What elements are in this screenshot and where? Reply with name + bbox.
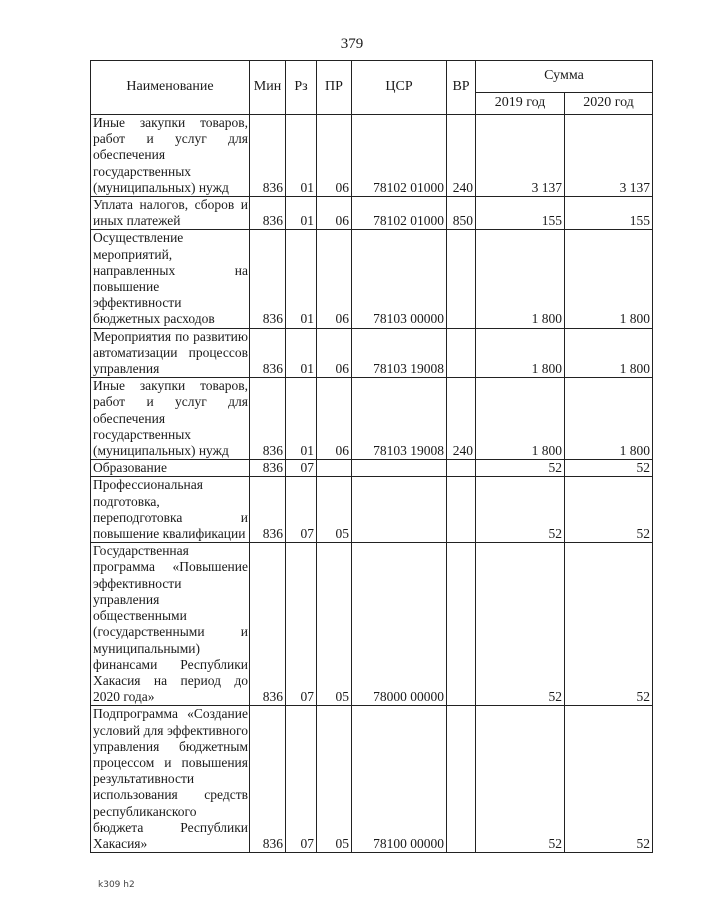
table-row (91, 115, 653, 197)
cell-pr: 05 (317, 706, 352, 853)
cell-name: Подпрограмма «Создание условий для эффективного управления бюджетным процессом и повышения результативности использования средств республиканского бюджета Республики Хакасия» (91, 706, 250, 853)
cell-csr: 78102 01000 (352, 197, 447, 230)
header-pr: ПР (317, 61, 352, 115)
cell-s2020: 52 (565, 477, 653, 543)
cell-min: 836 (250, 378, 286, 460)
cell-csr: 78103 19008 (352, 328, 447, 378)
cell-pr: 06 (317, 197, 352, 230)
cell-s2020: 52 (565, 460, 653, 477)
table-row (91, 328, 653, 378)
table-row (91, 230, 653, 328)
table-row (91, 378, 653, 460)
header-year-2019: 2019 год (476, 93, 565, 115)
cell-vr (447, 706, 476, 853)
cell-pr: 06 (317, 328, 352, 378)
table-row (91, 477, 653, 543)
cell-vr: 240 (447, 115, 476, 197)
cell-name: Государственная программа «Повышение эффективности управления общественными (государственными и муниципальными) финансами Республики Хакасия на период до 2020 года» (91, 543, 250, 706)
cell-csr (352, 460, 447, 477)
cell-rz: 07 (286, 477, 317, 543)
cell-pr: 06 (317, 230, 352, 328)
table-row (91, 706, 653, 853)
cell-min: 836 (250, 543, 286, 706)
table-row (91, 543, 653, 706)
cell-s2020: 1 800 (565, 378, 653, 460)
header-sum: Сумма (476, 61, 653, 93)
cell-min: 836 (250, 115, 286, 197)
cell-rz: 07 (286, 706, 317, 853)
cell-name: Профессиональная подготовка, переподготовка и повышение квалификации (91, 477, 250, 543)
cell-csr: 78000 00000 (352, 543, 447, 706)
cell-vr: 240 (447, 378, 476, 460)
cell-s2020: 1 800 (565, 230, 653, 328)
cell-csr: 78102 01000 (352, 115, 447, 197)
footer-code: k309 h2 (98, 880, 135, 890)
header-name: Наименование (91, 61, 250, 115)
cell-s2019: 3 137 (476, 115, 565, 197)
cell-s2019: 155 (476, 197, 565, 230)
cell-s2020: 52 (565, 706, 653, 853)
cell-rz: 01 (286, 328, 317, 378)
cell-min: 836 (250, 328, 286, 378)
cell-min: 836 (250, 477, 286, 543)
cell-s2019: 1 800 (476, 230, 565, 328)
cell-pr: 05 (317, 477, 352, 543)
cell-s2019: 1 800 (476, 328, 565, 378)
table-row (91, 197, 653, 230)
cell-name: Мероприятия по развитию автоматизации процессов управления (91, 328, 250, 378)
cell-s2019: 52 (476, 706, 565, 853)
header-vr: ВР (447, 61, 476, 115)
table-row (91, 460, 653, 477)
cell-s2019: 52 (476, 477, 565, 543)
cell-name: Осуществление мероприятий, направленных на повышение эффективности бюджетных расходов (91, 230, 250, 328)
cell-s2020: 1 800 (565, 328, 653, 378)
header-year-2020: 2020 год (565, 93, 653, 115)
cell-name: Образование (91, 460, 250, 477)
cell-rz: 01 (286, 197, 317, 230)
cell-s2020: 52 (565, 543, 653, 706)
cell-s2019: 52 (476, 460, 565, 477)
cell-rz: 07 (286, 543, 317, 706)
table-body (91, 115, 653, 853)
cell-pr: 06 (317, 378, 352, 460)
cell-csr: 78103 19008 (352, 378, 447, 460)
cell-csr (352, 477, 447, 543)
cell-name: Иные закупки товаров, работ и услуг для обеспечения государственных (муниципальных) нужд (91, 378, 250, 460)
cell-rz: 01 (286, 115, 317, 197)
cell-rz: 01 (286, 378, 317, 460)
cell-vr (447, 460, 476, 477)
cell-csr: 78100 00000 (352, 706, 447, 853)
cell-min: 836 (250, 197, 286, 230)
cell-vr (447, 543, 476, 706)
cell-min: 836 (250, 230, 286, 328)
cell-pr: 06 (317, 115, 352, 197)
cell-pr: 05 (317, 543, 352, 706)
cell-s2019: 52 (476, 543, 565, 706)
header-rz: Рз (286, 61, 317, 115)
cell-s2020: 155 (565, 197, 653, 230)
cell-s2020: 3 137 (565, 115, 653, 197)
cell-rz: 07 (286, 460, 317, 477)
cell-csr: 78103 00000 (352, 230, 447, 328)
cell-name: Уплата налогов, сборов и иных платежей (91, 197, 250, 230)
cell-s2019: 1 800 (476, 378, 565, 460)
cell-vr (447, 477, 476, 543)
header-min: Мин (250, 61, 286, 115)
cell-vr (447, 230, 476, 328)
cell-min: 836 (250, 460, 286, 477)
cell-pr (317, 460, 352, 477)
cell-vr: 850 (447, 197, 476, 230)
cell-min: 836 (250, 706, 286, 853)
page-number: 379 (340, 36, 364, 52)
cell-rz: 01 (286, 230, 317, 328)
header-csr: ЦСР (352, 61, 447, 115)
cell-name: Иные закупки товаров, работ и услуг для обеспечения государственных (муниципальных) нужд (91, 115, 250, 197)
budget-table (90, 60, 653, 853)
cell-vr (447, 328, 476, 378)
